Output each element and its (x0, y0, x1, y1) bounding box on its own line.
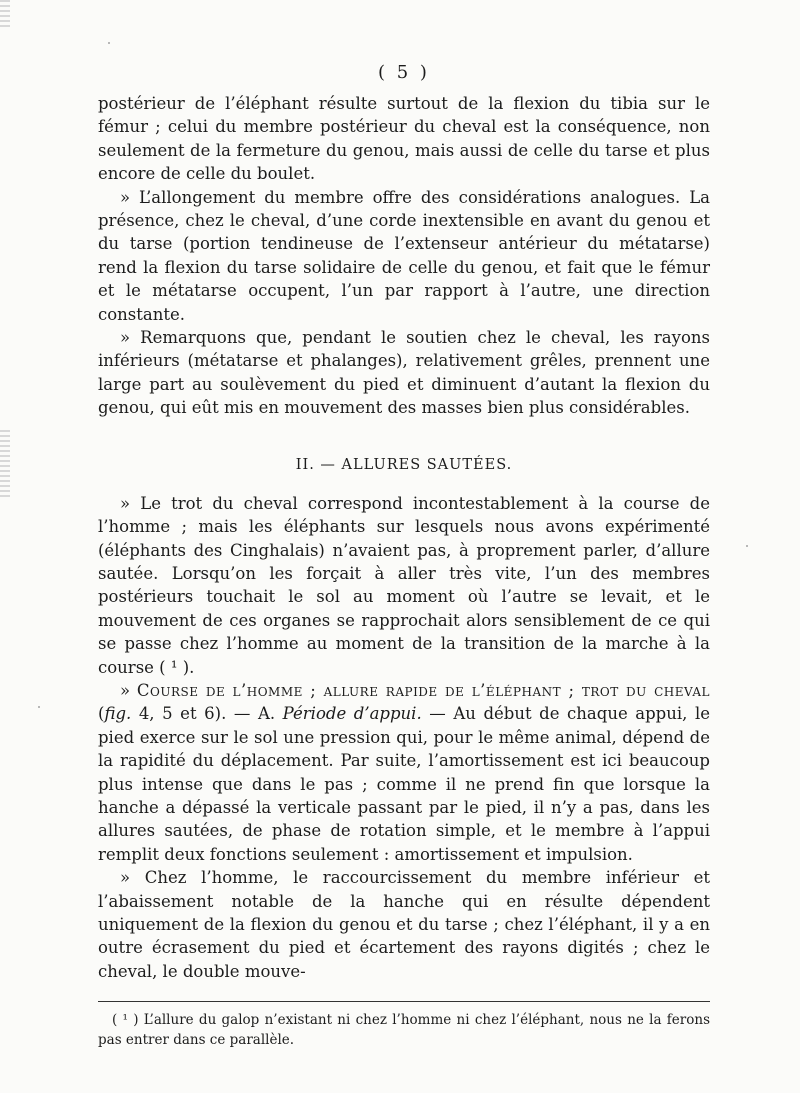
scan-edge-mark-middle (0, 430, 10, 500)
footnote (98, 1010, 710, 1050)
fig-numbers: 4, 5 et 6). — A. (131, 704, 283, 724)
paragraph-course-title: Course de l’homme ; allure rapide de l’éléphant ; trot du cheval (136, 680, 710, 700)
paragraph-remarquons: » Remarquons que, pendant le soutien chez le cheval, les rayons inférieurs (métatarse et phalanges), relativement grêles, prennent une large part au soulèvement du pied et diminuent d’autant la flexion du genou, qui eût mis en mouvement des masses bien plus considérables. (98, 328, 710, 418)
scan-speck (746, 545, 748, 547)
page-number: ( 5 ) (378, 62, 430, 83)
quote-mark: » (120, 680, 137, 700)
fig-label: fig. (104, 704, 132, 724)
footnote-text: L’allure du galop n’existant ni chez l’homme ni chez l’éléphant, nous ne la ferons pas entrer dans ce parallèle. (98, 1012, 710, 1049)
footnote-rule (98, 1001, 710, 1002)
paragraph-continuation: postérieur de l’éléphant résulte surtout de la flexion du tibia sur le fémur ; celui du membre postérieur du cheval est la conséquence, non seulement de la fermeture du genou, mais aussi de celle du tarse et plus encore de celle du boulet. (98, 94, 710, 184)
scan-speck (108, 42, 110, 44)
paragraph-course-text: — Au début de chaque appui, le pied exerce sur le sol une pression qui, pour le même animal, dépend de la rapidité du déplacement. Par suite, l’amortissement est ici beaucoup plus intense que dans le pas ; comme il ne prend fin que lorsque la hanche a dépassé la verticale passant par le pied, il n’y a pas, dans les allures sautées, de phase de rotation simple, et le membre à l’appui remplit deux fonctions seulement : amortissement et impulsion. (98, 704, 710, 864)
footnote-reference: ( ¹ ). (159, 657, 195, 677)
scan-edge-mark-top (0, 0, 10, 28)
paragraph-chez-homme: » Chez l’homme, le raccourcissement du membre inférieur et l’abaissement notable de la hanche qui en résulte dépendent uniquement de la flexion du genou et du tarse ; chez l’éléphant, il y a en outre écrasement du pied et écartement des rayons digités ; chez le cheval, le double mouve- (98, 868, 710, 981)
periode-appui: Période d’appui. (282, 704, 422, 724)
paragraph-trot-text: » Le trot du cheval correspond incontestablement à la course de l’homme ; mais les éléphants sur lesquels nous avons expérimenté (éléphants des Cinghalais) n’avaient pas, à proprement parler, d’allure sautée. Lorsqu’on les forçait à aller très vite, l’un des membres postérieurs touchait le sol au moment où l’autre se levait, et le mouvement de ces organes se rapprochait alors sensiblement de ce qui se passe chez l’homme au moment de la transition de la marche à la course (98, 493, 710, 677)
paragraph-allongement: » L’allongement du membre offre des considérations analogues. La présence, chez le cheval, d’une corde inextensible en avant du genou et du tarse (portion tendineuse de l’extenseur antérieur du métatarse) rend la flexion du tarse solidaire de celle du genou, et fait que le fémur et le métatarse occupent, l’un par rapport à l’autre, une direction constante. (98, 187, 710, 324)
fig-open: ( (98, 704, 105, 724)
footnote-marker: ( ¹ ) (112, 1012, 139, 1029)
scan-speck (38, 706, 40, 708)
document-page (98, 62, 710, 1050)
section-heading: II. — ALLURES SAUTÉES. (295, 456, 513, 473)
paragraph-trot (98, 492, 710, 679)
paragraph-course (98, 679, 710, 866)
